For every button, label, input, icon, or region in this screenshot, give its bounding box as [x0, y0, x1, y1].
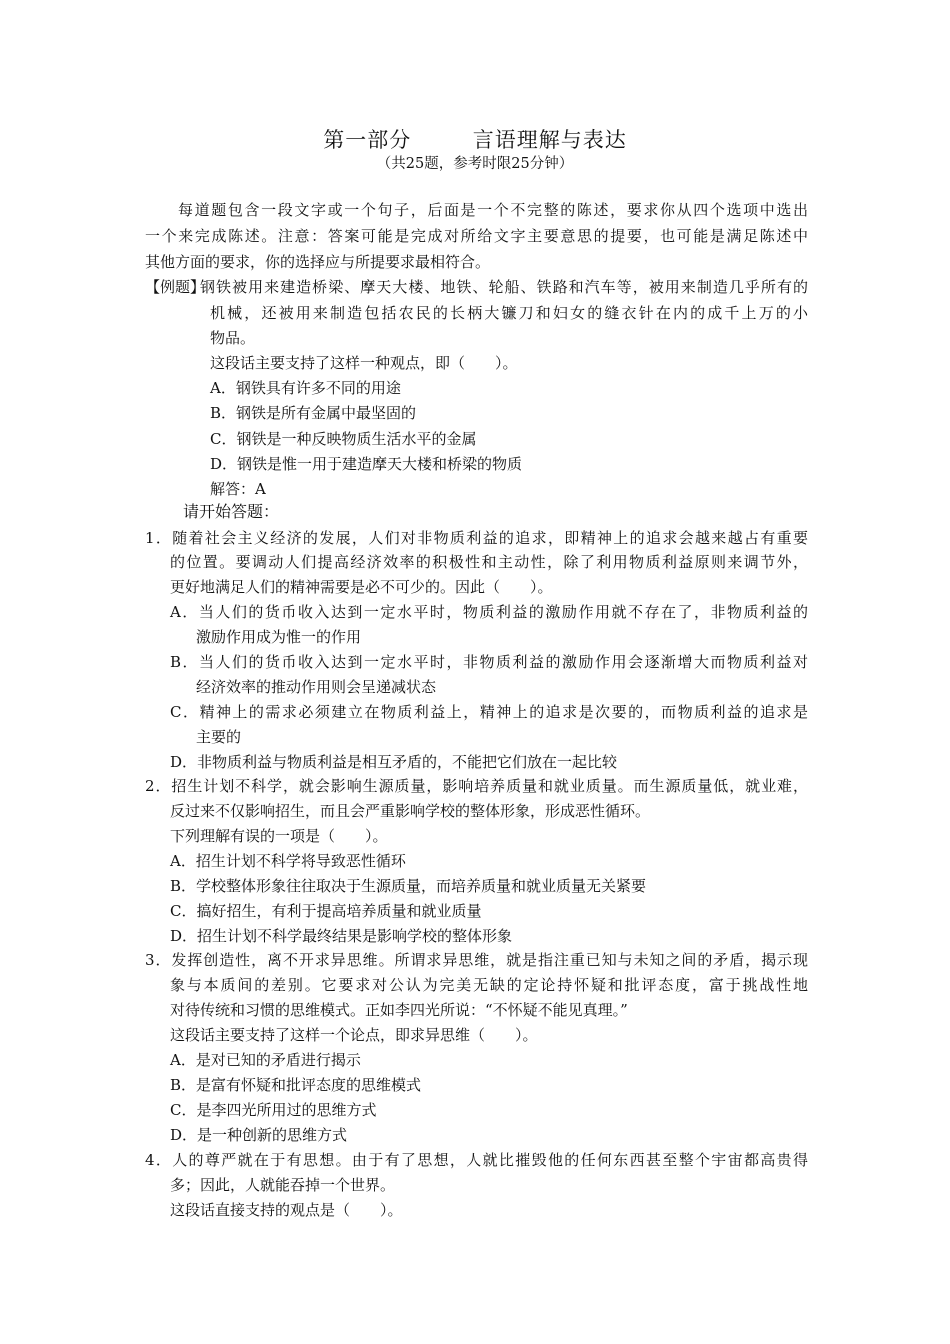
- question-3-option-b: B．是富有怀疑和批评态度的思维模式: [170, 1076, 422, 1094]
- question-3-question: 这段话主要支持了这样一个论点，即求异思维（ ）。: [170, 1026, 538, 1044]
- question-1-stem-line: 的位置。要调动人们提高经济效率的积极性和主动性，除了利用物质利益原则来调节外，: [170, 553, 808, 571]
- question-4-stem-line: 多；因此，人就能吞掉一个世界。: [170, 1176, 396, 1194]
- intro-line: 其他方面的要求，你的选择应与所提要求最相符合。: [145, 253, 491, 271]
- question-1-option-c: C．精神上的需求必须建立在物质利益上，精神上的追求是次要的，而物质利益的追求是: [170, 703, 808, 721]
- question-3-stem-line: 对待传统和习惯的思维模式。正如李四光所说：“不怀疑不能见真理。”: [170, 1001, 628, 1019]
- question-3-stem-line: 3．发挥创造性，离不开求异思维。所谓求异思维，就是指注重已知与未知之间的矛盾，揭示现: [145, 951, 808, 969]
- question-4-stem-line: 4．人的尊严就在于有思想。由于有了思想，人就比摧毁他的任何东西甚至整个宇宙都高贵得: [145, 1151, 808, 1169]
- example-option: B．钢铁是所有金属中最坚固的: [210, 404, 417, 422]
- question-1-option-c-cont: 主要的: [196, 728, 242, 746]
- example-option: D．钢铁是惟一用于建造摩天大楼和桥梁的物质: [210, 455, 523, 473]
- question-1-stem-line: 1．随着社会主义经济的发展，人们对非物质利益的追求，即精神上的追求会越来越占有重要: [145, 529, 808, 547]
- question-3-option-d: D．是一种创新的思维方式: [170, 1126, 348, 1144]
- example-option: A．钢铁具有许多不同的用途: [210, 379, 401, 397]
- start-prompt: 请开始答题：: [183, 502, 280, 521]
- question-2-question: 下列理解有误的一项是（ ）。: [170, 827, 388, 845]
- page-subtitle: （共25题，参考时限25分钟）: [376, 156, 574, 172]
- question-2-option-b: B．学校整体形象往往取决于生源质量，而培养质量和就业质量无关紧要: [170, 877, 647, 895]
- question-2-option-d: D．招生计划不科学最终结果是影响学校的整体形象: [170, 927, 513, 945]
- page-title: 第一部分 言语理解与表达: [323, 128, 627, 152]
- intro-line: 每道题包含一段文字或一个句子，后面是一个不完整的陈述，要求你从四个选项中选出: [178, 201, 808, 219]
- example-option: C．钢铁是一种反映物质生活水平的金属: [210, 430, 477, 448]
- question-3-stem-line: 象与本质间的差别。它要求对公认为完美无缺的定论持怀疑和批评态度，富于挑战性地: [170, 976, 808, 994]
- question-1-option-b-cont: 经济效率的推动作用则会呈递减状态: [196, 678, 437, 696]
- question-1-stem-line: 更好地满足人们的精神需要是必不可少的。因此（ ）。: [170, 578, 553, 596]
- question-1-option-b: B．当人们的货币收入达到一定水平时，非物质利益的激励作用会逐渐增大而物质利益对: [170, 653, 808, 671]
- question-1-option-a-cont: 激励作用成为惟一的作用: [196, 628, 362, 646]
- question-3-option-a: A．是对已知的矛盾进行揭示: [170, 1051, 361, 1069]
- question-2-stem-line: 2．招生计划不科学，就会影响生源质量，影响培养质量和就业质量。而生源质量低，就业难，: [145, 777, 808, 795]
- example-stem-line: 物品。: [210, 329, 256, 347]
- question-2-option-a: A．招生计划不科学将导致恶性循环: [170, 852, 406, 870]
- example-stem-line: 机械，还被用来制造包括农民的长柄大镰刀和妇女的缝衣针在内的成千上万的小: [210, 304, 808, 322]
- example-tag: 【例题】: [145, 278, 206, 296]
- question-1-option-a: A．当人们的货币收入达到一定水平时，物质利益的激励作用就不存在了，非物质利益的: [170, 603, 808, 621]
- question-2-stem-line: 反过来不仅影响招生，而且会严重影响学校的整体形象，形成恶性循环。: [170, 802, 651, 820]
- example-answer: 解答：A: [210, 480, 266, 498]
- example-question: 这段话主要支持了这样一种观点，即（ ）。: [210, 354, 518, 372]
- example-stem-line: 钢铁被用来建造桥梁、摩天大楼、地铁、轮船、铁路和汽车等，被用来制造几乎所有的: [200, 278, 808, 296]
- question-4-question: 这段话直接支持的观点是（ ）。: [170, 1201, 403, 1219]
- question-3-option-c: C．是李四光所用过的思维方式: [170, 1101, 377, 1119]
- intro-line: 一个来完成陈述。注意：答案可能是完成对所给文字主要意思的提要，也可能是满足陈述中: [145, 227, 808, 245]
- question-2-option-c: C．搞好招生，有利于提高培养质量和就业质量: [170, 902, 482, 920]
- question-1-option-d: D．非物质利益与物质利益是相互矛盾的，不能把它们放在一起比较: [170, 753, 618, 771]
